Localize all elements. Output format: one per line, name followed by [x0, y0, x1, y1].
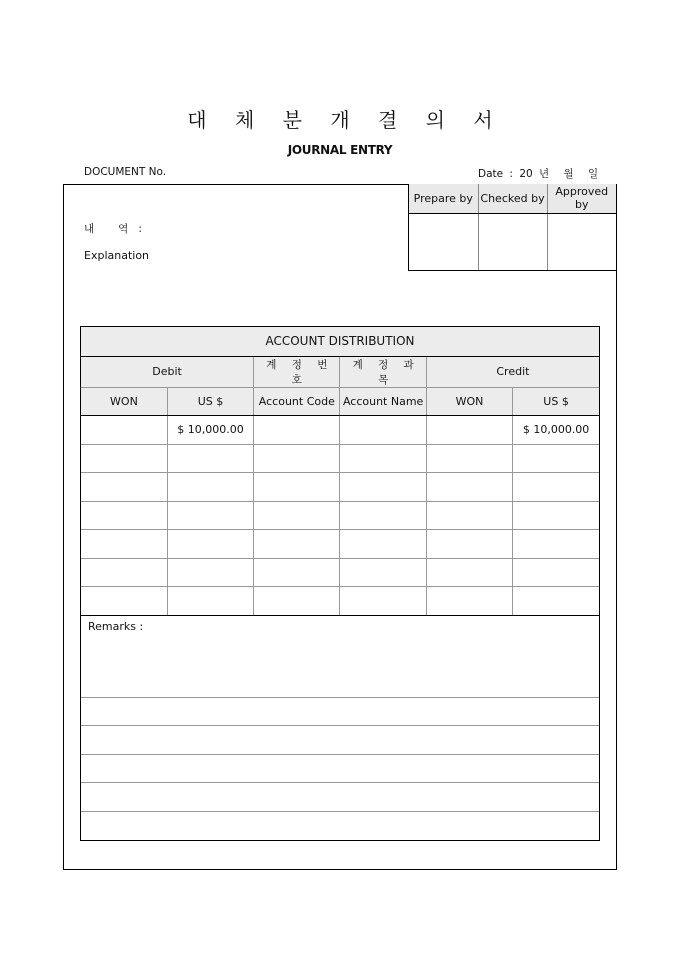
checked-by-label: Checked by — [478, 184, 547, 213]
form-title-english: JOURNAL ENTRY — [287, 143, 393, 157]
debit-usd-cell[interactable] — [167, 530, 253, 559]
credit-usd-cell[interactable] — [513, 530, 599, 559]
date-year: 20 — [519, 168, 533, 180]
debit-usd-cell[interactable]: $ 10,000.00 — [167, 416, 253, 445]
debit-won-cell[interactable] — [81, 558, 167, 587]
debit-won-cell[interactable] — [81, 416, 167, 445]
account-code-cell[interactable] — [254, 501, 340, 530]
credit-usd-cell[interactable] — [513, 558, 599, 587]
remarks-line — [81, 754, 599, 755]
date-label: Date : — [478, 168, 513, 180]
approved-by-label: Approved by — [547, 184, 616, 213]
debit-won-cell[interactable] — [81, 444, 167, 473]
credit-usd-cell[interactable] — [513, 501, 599, 530]
account-code-kr-header: 계 정 번 호 — [254, 356, 340, 387]
debit-won-header: WON — [81, 387, 167, 416]
remarks-box[interactable] — [80, 611, 600, 841]
prepare-by-label: Prepare by — [409, 184, 478, 213]
account-name-cell[interactable] — [340, 501, 426, 530]
account-code-cell[interactable] — [254, 473, 340, 502]
remarks-label: Remarks : — [88, 620, 144, 633]
credit-usd-cell[interactable]: $ 10,000.00 — [513, 416, 599, 445]
remarks-line — [81, 782, 599, 783]
date-month-kr: 월 — [563, 168, 574, 180]
document-number-label: DOCUMENT No. — [84, 166, 167, 178]
remarks-line — [81, 697, 599, 698]
account-code-header: Account Code — [254, 387, 340, 416]
table-row — [81, 416, 599, 445]
explanation-label-korean — [84, 221, 142, 236]
table-row — [81, 501, 599, 530]
table-row — [81, 444, 599, 473]
credit-header: Credit — [426, 356, 599, 387]
remarks-line — [81, 811, 599, 812]
date-year-kr: 년 — [539, 168, 550, 180]
checked-by-signature[interactable] — [478, 213, 547, 270]
account-name-cell[interactable] — [340, 530, 426, 559]
approval-box — [408, 184, 617, 271]
explanation-kr-b: 역 — [118, 223, 129, 235]
form-title-korean: 대 체 분 개 결 의 서 — [187, 108, 504, 132]
debit-usd-cell[interactable] — [167, 558, 253, 587]
debit-won-cell[interactable] — [81, 501, 167, 530]
explanation-label: Explanation — [84, 249, 150, 262]
remarks-line — [81, 725, 599, 726]
debit-header: Debit — [81, 356, 254, 387]
credit-won-header: WON — [426, 387, 512, 416]
explanation-kr-a: 내 — [84, 223, 95, 235]
account-name-cell[interactable] — [340, 416, 426, 445]
account-distribution-table — [80, 326, 600, 616]
table-row — [81, 558, 599, 587]
prepare-by-signature[interactable] — [409, 213, 478, 270]
debit-usd-header: US $ — [167, 387, 253, 416]
credit-won-cell[interactable] — [426, 501, 512, 530]
debit-usd-cell[interactable] — [167, 444, 253, 473]
account-name-cell[interactable] — [340, 444, 426, 473]
approved-by-signature[interactable] — [547, 213, 616, 270]
table-row — [81, 473, 599, 502]
debit-usd-cell[interactable] — [167, 501, 253, 530]
credit-won-cell[interactable] — [426, 416, 512, 445]
account-name-header: Account Name — [340, 387, 426, 416]
table-row — [81, 530, 599, 559]
date-day-kr: 일 — [588, 168, 599, 180]
account-code-cell[interactable] — [254, 558, 340, 587]
debit-won-cell[interactable] — [81, 473, 167, 502]
account-distribution-title: ACCOUNT DISTRIBUTION — [81, 327, 599, 356]
account-name-kr-header: 계 정 과 목 — [340, 356, 426, 387]
account-code-cell[interactable] — [254, 530, 340, 559]
account-name-cell[interactable] — [340, 473, 426, 502]
credit-won-cell[interactable] — [426, 473, 512, 502]
account-code-cell[interactable] — [254, 444, 340, 473]
credit-won-cell[interactable] — [426, 558, 512, 587]
credit-usd-cell[interactable] — [513, 444, 599, 473]
credit-usd-header: US $ — [513, 387, 599, 416]
credit-won-cell[interactable] — [426, 444, 512, 473]
debit-usd-cell[interactable] — [167, 473, 253, 502]
credit-won-cell[interactable] — [426, 530, 512, 559]
date-field — [478, 166, 598, 181]
account-name-cell[interactable] — [340, 558, 426, 587]
account-code-cell[interactable] — [254, 416, 340, 445]
credit-usd-cell[interactable] — [513, 473, 599, 502]
explanation-colon: : — [138, 223, 142, 235]
debit-won-cell[interactable] — [81, 530, 167, 559]
